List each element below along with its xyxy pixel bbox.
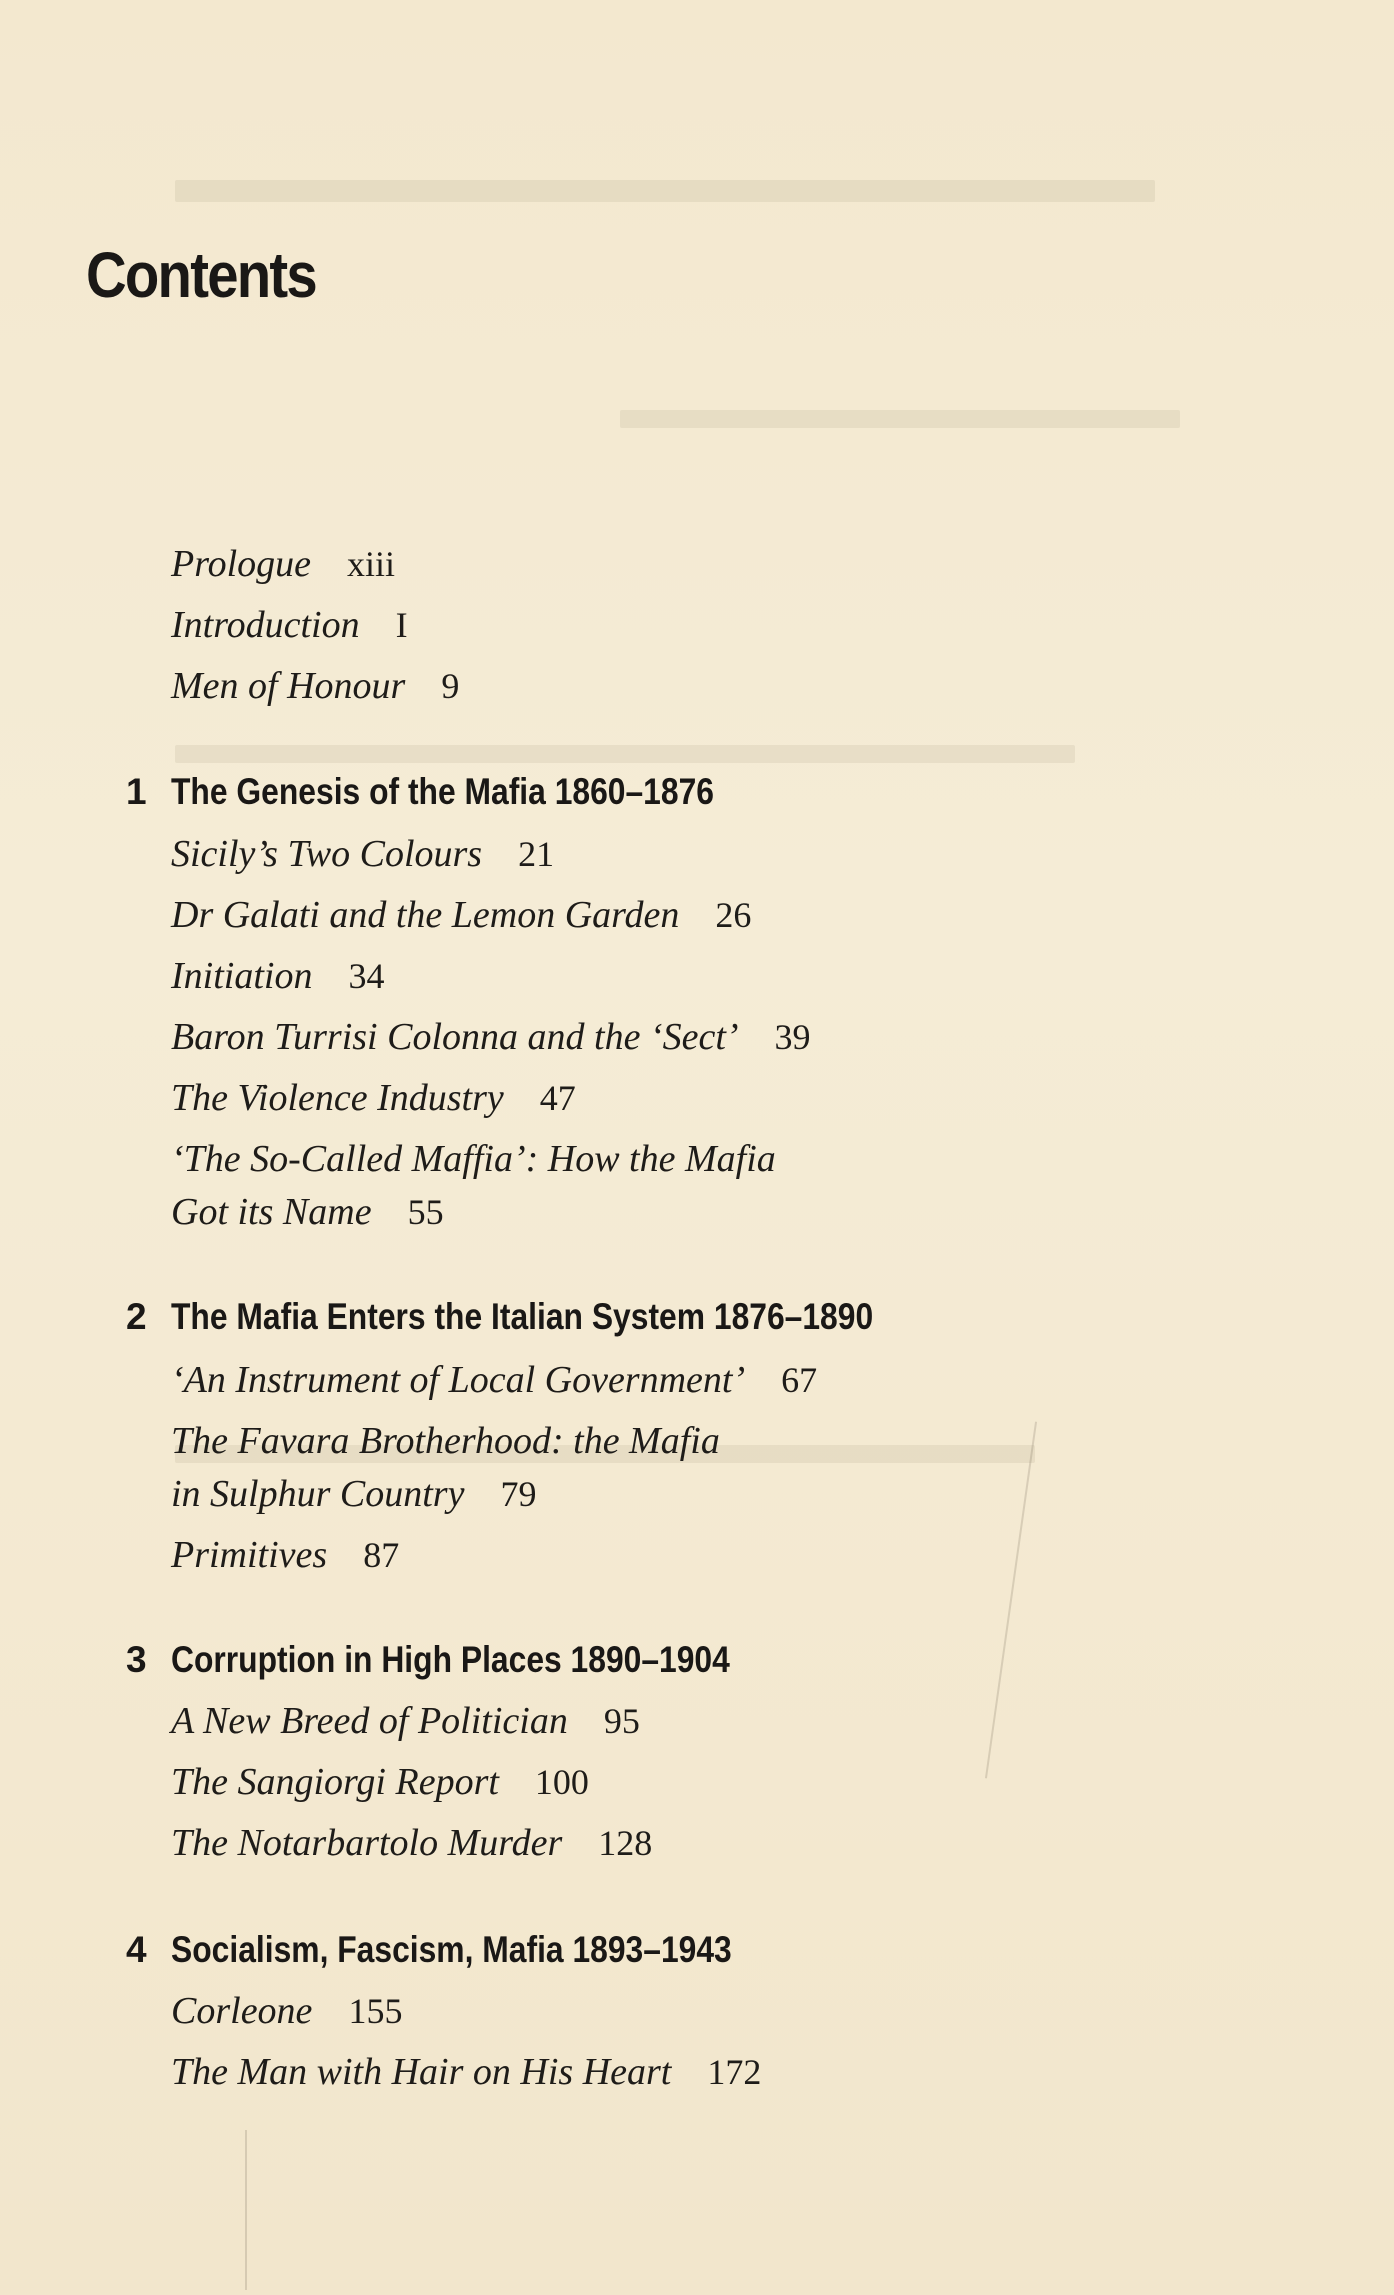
toc-entry — [171, 957, 384, 995]
entry-title: Men of Honour — [171, 665, 406, 707]
toc-entry-continuation — [171, 1193, 444, 1231]
entry-title: Sicily’s Two Colours — [171, 833, 483, 875]
toc-entry — [171, 1018, 811, 1056]
entry-page-number: 155 — [348, 1991, 403, 2031]
entry-title: The Notarbartolo Murder — [171, 1822, 563, 1864]
entry-page-number: 95 — [603, 1701, 640, 1741]
entry-title: Baron Turrisi Colonna and the ‘Sect’ — [171, 1016, 739, 1058]
toc-entry — [171, 2053, 761, 2091]
show-through-mark — [175, 745, 1075, 763]
entry-title: The Sangiorgi Report — [171, 1761, 499, 1803]
part-title: Corruption in High Places 1890–1904 — [171, 1639, 730, 1680]
toc-entry — [171, 1702, 640, 1740]
part-number: 1 — [126, 771, 147, 812]
part-title: The Mafia Enters the Italian System 1876–1890 — [171, 1296, 874, 1337]
entry-page-number: 79 — [500, 1474, 537, 1514]
entry-title: Primitives — [171, 1534, 328, 1576]
paper-crease — [985, 1422, 1037, 1779]
toc-entry-men-of-honour — [171, 667, 459, 705]
toc-entry — [171, 1422, 720, 1460]
part-title: Socialism, Fascism, Mafia 1893–1943 — [171, 1929, 732, 1970]
entry-page-number: 39 — [774, 1017, 811, 1057]
entry-page-number: 47 — [539, 1078, 576, 1118]
entry-page-number: 21 — [518, 834, 555, 874]
entry-title: The Violence Industry — [171, 1077, 504, 1119]
entry-page-number: 67 — [781, 1360, 818, 1400]
part-number: 2 — [126, 1296, 147, 1337]
toc-entry-continuation — [171, 1475, 536, 1513]
toc-entry — [171, 1536, 399, 1574]
entry-title: Initiation — [171, 955, 313, 997]
show-through-mark — [620, 410, 1180, 428]
entry-title-line2: Got its Name — [171, 1191, 372, 1233]
toc-entry-prologue — [171, 545, 395, 583]
entry-page-number: 55 — [407, 1192, 444, 1232]
entry-page-number: xiii — [347, 544, 396, 584]
entry-title: The Favara Brotherhood: the Mafia — [171, 1420, 720, 1462]
toc-entry — [171, 835, 554, 873]
toc-entry — [171, 1361, 817, 1399]
toc-entry — [171, 1763, 589, 1801]
entry-page-number: 9 — [441, 666, 460, 706]
entry-page-number: 34 — [348, 956, 385, 996]
toc-entry — [171, 1992, 402, 2030]
part-number: 3 — [126, 1639, 147, 1680]
entry-page-number: I — [395, 605, 408, 645]
show-through-mark — [175, 180, 1155, 202]
entry-page-number: 100 — [534, 1762, 589, 1802]
paper-crease — [245, 2130, 247, 2290]
part-number: 4 — [126, 1929, 147, 1970]
toc-entry — [171, 1079, 576, 1117]
toc-entry — [171, 1824, 652, 1862]
entry-title: Prologue — [171, 543, 312, 585]
entry-title-line2: in Sulphur Country — [171, 1473, 465, 1515]
toc-entry — [171, 896, 751, 934]
entry-page-number: 128 — [598, 1823, 653, 1863]
entry-title: Corleone — [171, 1990, 313, 2032]
entry-page-number: 172 — [707, 2052, 762, 2092]
entry-title: Introduction — [171, 604, 360, 646]
entry-title: The Man with Hair on His Heart — [171, 2051, 672, 2093]
entry-title: A New Breed of Politician — [171, 1700, 568, 1742]
contents-heading: Contents — [86, 239, 316, 311]
toc-entry-introduction — [171, 606, 408, 644]
entry-page-number: 87 — [363, 1535, 400, 1575]
part-title: The Genesis of the Mafia 1860–1876 — [171, 771, 714, 812]
entry-title: Dr Galati and the Lemon Garden — [171, 894, 680, 936]
entry-title: ‘An Instrument of Local Government’ — [171, 1359, 746, 1401]
entry-page-number: 26 — [715, 895, 752, 935]
toc-entry — [171, 1140, 776, 1178]
entry-title: ‘The So-Called Maffia’: How the Mafia — [171, 1138, 776, 1180]
